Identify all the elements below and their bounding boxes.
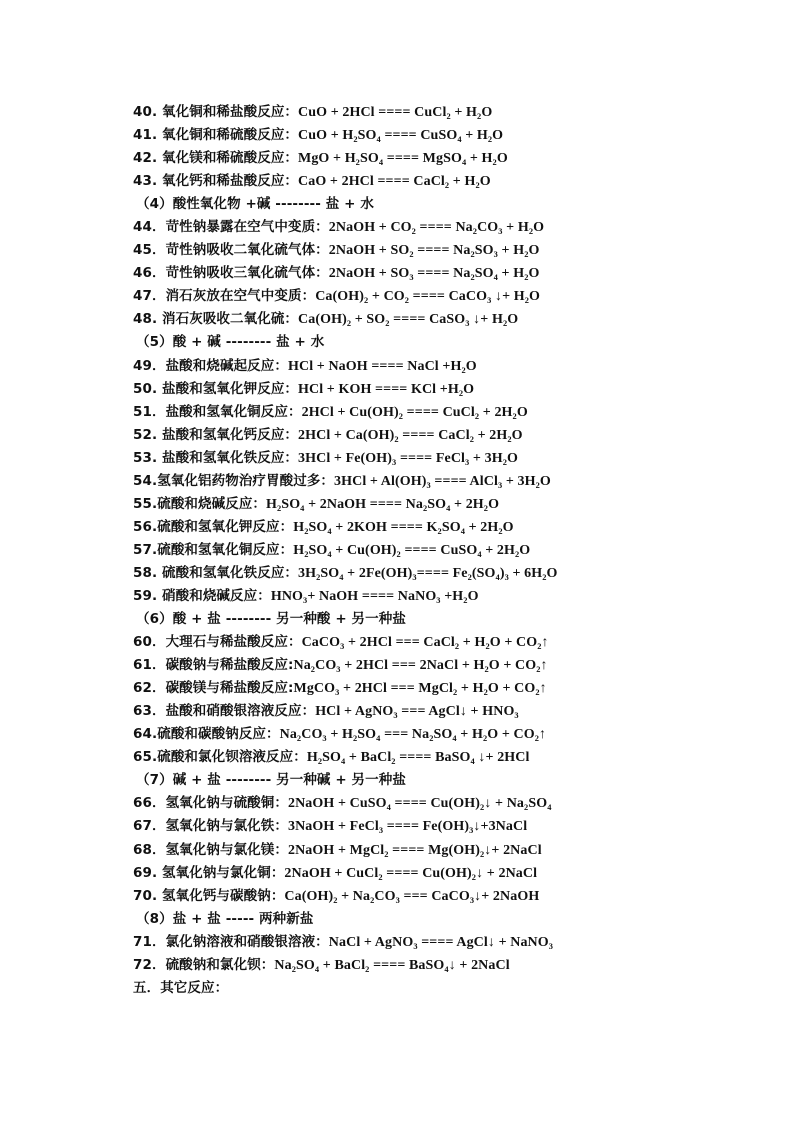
reaction-label: （5）酸 + 碱 -------- 盐 + 水 (136, 334, 325, 351)
reaction-equation: 2NaOH + CuCl₂ ==== Cu(OH)₂↓ + 2NaCl (284, 865, 538, 881)
reaction-line (133, 355, 753, 378)
reaction-line (133, 447, 753, 470)
reaction-label: （8）盐 + 盐 ----- 两种新盐 (136, 910, 314, 927)
reaction-line (133, 493, 753, 516)
reaction-label: 五．其它反应： (133, 979, 229, 996)
reaction-equation: HCl + KOH ==== KCl +H₂O (298, 381, 475, 397)
reaction-equation: Ca(OH)₂ + Na₂CO₃ === CaCO₃↓+ 2NaOH (284, 888, 540, 904)
reaction-equation: 2HCl + Cu(OH)₂ ==== CuCl₂ + 2H₂O (301, 404, 528, 420)
reaction-line (133, 585, 753, 608)
reaction-line (133, 147, 753, 170)
reaction-label: 72．硫酸钠和氯化钡： (133, 956, 275, 973)
reaction-label: 67．氢氧化钠与氯化铁： (133, 818, 288, 835)
reaction-line (133, 723, 753, 746)
reaction-equation: 2NaOH + CO₂ ==== Na₂CO₃ + H₂O (328, 220, 545, 236)
reaction-label: 64.硫酸和碳酸钠反应： (133, 726, 280, 743)
reaction-line (133, 239, 753, 262)
reaction-line (133, 862, 753, 885)
reaction-label: 58. 硫酸和氢氧化铁反应： (133, 564, 299, 581)
reaction-line (133, 101, 753, 124)
reaction-equation: H₂SO₄ + Cu(OH)₂ ==== CuSO₄ + 2H₂O (293, 542, 531, 558)
reaction-equation: HCl + AgNO₃ === AgCl↓ + HNO₃ (315, 704, 519, 720)
reaction-label: 49．盐酸和烧碱起反应： (133, 357, 288, 374)
reaction-equation: 2NaOH + SO₂ ==== Na₂SO₃ + H₂O (328, 243, 540, 259)
reaction-equation: MgCO₃ + 2HCl === MgCl₂ + H₂O + CO₂↑ (293, 681, 547, 697)
reaction-label: 62．碳酸镁与稀盐酸反应: (133, 680, 294, 697)
reaction-equation: 3NaOH + FeCl₃ ==== Fe(OH)₃↓+3NaCl (288, 819, 528, 835)
reaction-equation: CuO + H₂SO₄ ==== CuSO₄ + H₂O (298, 128, 504, 144)
reaction-label: 48. 消石灰吸收二氧化硫： (133, 311, 299, 328)
reaction-equation: 3HCl + Al(OH)₃ ==== AlCl₃ + 3H₂O (334, 473, 551, 489)
section-heading (133, 608, 753, 631)
reaction-line (133, 401, 753, 424)
reaction-line (133, 631, 753, 654)
reaction-line (133, 562, 753, 585)
reaction-label: 42. 氧化镁和稀硫酸反应： (133, 150, 299, 167)
reaction-line (133, 170, 753, 193)
reaction-equation: Na₂CO₃ + 2HCl === 2NaCl + H₂O + CO₂↑ (293, 658, 548, 674)
reaction-equation: MgO + H₂SO₄ ==== MgSO₄ + H₂O (298, 151, 508, 167)
reaction-label: 69. 氢氧化钠与氯化铜： (133, 864, 285, 881)
section-heading (133, 908, 753, 931)
reaction-equation: H₂SO₄ + 2NaOH ==== Na₂SO₄ + 2H₂O (266, 496, 500, 512)
reaction-equation: 3H₂SO₄ + 2Fe(OH)₃==== Fe₂(SO₄)₃ + 6H₂O (298, 565, 558, 581)
reaction-label: 70. 氢氧化钙与碳酸钠： (133, 887, 285, 904)
reaction-line (133, 124, 753, 147)
reaction-equation: Ca(OH)₂ + SO₂ ==== CaSO₃ ↓+ H₂O (298, 312, 519, 328)
reaction-label: 68．氢氧化钠与氯化镁： (133, 841, 288, 858)
reaction-line (133, 285, 753, 308)
reaction-equation: 3HCl + Fe(OH)₃ ==== FeCl₃ + 3H₂O (298, 450, 518, 466)
reaction-label: 59. 硝酸和烧碱反应： (133, 587, 271, 604)
reaction-equation: HCl + NaOH ==== NaCl +H₂O (288, 358, 477, 374)
reaction-line (133, 792, 753, 815)
reaction-equation: Na₂SO₄ + BaCl₂ ==== BaSO₄↓ + 2NaCl (274, 957, 510, 973)
reaction-label: 63．盐酸和硝酸银溶液反应： (133, 703, 316, 720)
section-heading (133, 769, 753, 792)
reaction-label: 46．苛性钠吸收三氧化硫气体： (133, 265, 329, 282)
reaction-label: 53. 盐酸和氢氧化铁反应： (133, 449, 299, 466)
reaction-equation: HNO₃+ NaOH ==== NaNO₃ +H₂O (270, 588, 479, 604)
reaction-equation: 2HCl + Ca(OH)₂ ==== CaCl₂ + 2H₂O (298, 427, 523, 443)
reaction-label: 56.硫酸和氢氧化钾反应： (133, 518, 294, 535)
reaction-line (133, 885, 753, 908)
chapter-heading (133, 977, 753, 1000)
reaction-label: （7）碱 + 盐 -------- 另一种碱 + 另一种盐 (136, 772, 406, 789)
reaction-line (133, 470, 753, 493)
reaction-equation: H₂SO₄ + BaCl₂ ==== BaSO₄ ↓+ 2HCl (306, 750, 530, 766)
reaction-label: 61．碳酸钠与稀盐酸反应: (133, 657, 294, 674)
reaction-line (133, 378, 753, 401)
reaction-label: 52. 盐酸和氢氧化钙反应： (133, 426, 299, 443)
reaction-label: 71．氯化钠溶液和硝酸银溶液： (133, 933, 329, 950)
reaction-line (133, 954, 753, 977)
reaction-label: 41. 氧化铜和稀硫酸反应： (133, 127, 299, 144)
reaction-equation: 2NaOH + CuSO₄ ==== Cu(OH)₂↓ + Na₂SO₄ (288, 796, 552, 812)
reaction-line (133, 839, 753, 862)
reaction-equation: Ca(OH)₂ + CO₂ ==== CaCO₃ ↓+ H₂O (315, 289, 541, 305)
reaction-label: 65.硫酸和氯化钡溶液反应： (133, 749, 307, 766)
reaction-label: 43. 氧化钙和稀盐酸反应： (133, 173, 299, 190)
reaction-line (133, 216, 753, 239)
reaction-label: 44．苛性钠暴露在空气中变质： (133, 219, 329, 236)
reaction-equation: CaO + 2HCl ==== CaCl₂ + H₂O (298, 174, 491, 190)
section-heading (133, 193, 753, 216)
reaction-label: （6）酸 + 盐 -------- 另一种酸 + 另一种盐 (136, 611, 406, 628)
reaction-line (133, 931, 753, 954)
reaction-equation: H₂SO₄ + 2KOH ==== K₂SO₄ + 2H₂O (293, 519, 514, 535)
section-heading (133, 331, 753, 354)
reaction-label: 66．氢氧化钠与硫酸铜： (133, 795, 288, 812)
reaction-equation: CaCO₃ + 2HCl === CaCl₂ + H₂O + CO₂↑ (301, 635, 549, 651)
reaction-line (133, 815, 753, 838)
reaction-label: 50. 盐酸和氢氧化钾反应： (133, 380, 299, 397)
reaction-line (133, 424, 753, 447)
reaction-label: 40. 氧化铜和稀盐酸反应： (133, 104, 299, 120)
reaction-equation: Na₂CO₃ + H₂SO₄ === Na₂SO₄ + H₂O + CO₂↑ (279, 727, 547, 743)
reaction-label: 47．消石灰放在空气中变质： (133, 288, 316, 305)
reaction-label: 55.硫酸和烧碱反应： (133, 495, 267, 512)
reaction-equation: 2NaOH + SO₃ ==== Na₂SO₄ + H₂O (328, 266, 540, 282)
reaction-label: 54.氢氧化铝药物治疗胃酸过多： (133, 472, 335, 489)
reaction-label: 51．盐酸和氢氧化铜反应： (133, 403, 302, 420)
reaction-line (133, 700, 753, 723)
reaction-label: 57.硫酸和氢氧化铜反应： (133, 541, 294, 558)
reaction-line (133, 654, 753, 677)
reaction-line (133, 262, 753, 285)
reaction-list (133, 101, 753, 1000)
reaction-line (133, 308, 753, 331)
reaction-label: 45．苛性钠吸收二氧化硫气体： (133, 242, 329, 259)
reaction-line (133, 746, 753, 769)
reaction-line (133, 539, 753, 562)
reaction-equation: NaCl + AgNO₃ ==== AgCl↓ + NaNO₃ (328, 934, 554, 950)
reaction-label: （4）酸性氧化物 +碱 -------- 盐 + 水 (136, 196, 374, 213)
reaction-line (133, 516, 753, 539)
reaction-line (133, 677, 753, 700)
reaction-equation: CuO + 2HCl ==== CuCl₂ + H₂O (298, 105, 493, 120)
reaction-label: 60．大理石与稀盐酸反应： (133, 634, 302, 651)
reaction-equation: 2NaOH + MgCl₂ ==== Mg(OH)₂↓+ 2NaCl (288, 842, 542, 858)
